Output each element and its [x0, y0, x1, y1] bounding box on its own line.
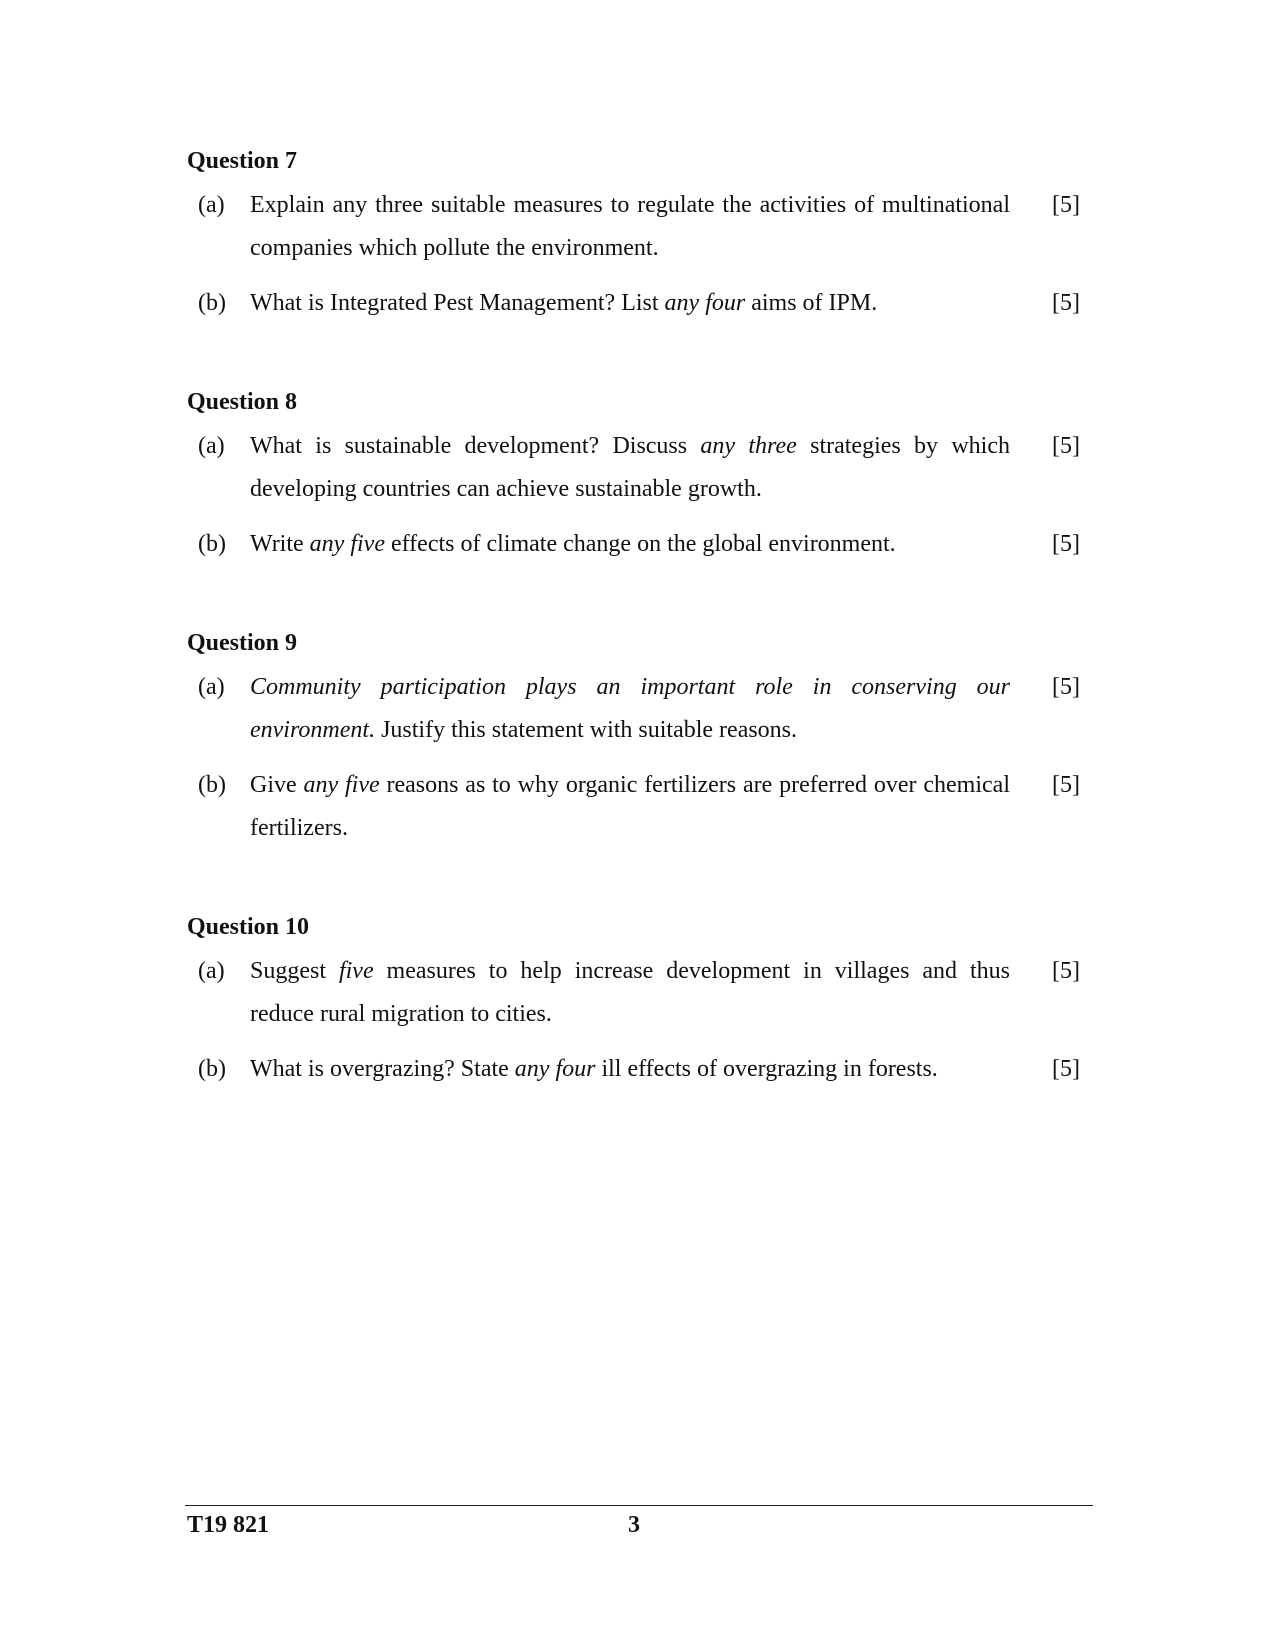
part-text	[250, 1048, 1010, 1091]
emphasis-text: any five	[309, 531, 385, 557]
text-segment: aims of IPM.	[745, 290, 878, 316]
question-part	[187, 1048, 1080, 1091]
part-text	[250, 523, 1010, 566]
question-part	[187, 523, 1080, 566]
question-10	[187, 912, 1080, 1103]
question-title: Question 9	[187, 630, 298, 656]
text-segment: ill effects of overgrazing in forests.	[595, 1056, 938, 1082]
text-segment: Write	[250, 531, 310, 557]
part-label: (a)	[198, 433, 225, 459]
text-segment: Justify this statement with suitable reasons.	[375, 717, 798, 743]
marks-label: [5]	[1052, 433, 1080, 459]
question-part	[187, 425, 1080, 511]
part-label: (b)	[198, 290, 226, 316]
part-text	[250, 764, 1010, 850]
part-text	[250, 950, 1010, 1036]
emphasis-text: any four	[664, 290, 746, 316]
emphasis-text: any five	[303, 772, 380, 798]
text-segment: strategies by which developing countries can achieve sustainable growth.	[250, 433, 1011, 502]
text-segment: What is overgrazing? State	[250, 1056, 515, 1082]
question-part	[187, 666, 1080, 752]
paper-code: T19 821	[187, 1512, 270, 1538]
text-segment: Explain any three suitable measures to regulate the activities of multinational companies which pollute the environment.	[250, 192, 1010, 261]
question-title: Question 10	[187, 914, 310, 940]
part-text	[250, 184, 1010, 270]
emphasis-text: any four	[514, 1056, 596, 1082]
emphasis-text: five	[338, 958, 374, 984]
footer-divider	[185, 1505, 1093, 1506]
marks-label: [5]	[1052, 958, 1080, 984]
question-part	[187, 950, 1080, 1036]
question-9	[187, 628, 1080, 862]
question-part	[187, 282, 1080, 325]
question-title: Question 7	[187, 148, 298, 174]
text-segment: reasons as to why organic fertilizers are preferred over chemical fertilizers.	[250, 772, 1010, 841]
part-text	[250, 666, 1010, 752]
part-label: (a)	[198, 958, 225, 984]
emphasis-text: Community participation plays an important role in conserving our environment.	[250, 674, 1010, 743]
part-label: (b)	[198, 772, 226, 798]
marks-label: [5]	[1052, 772, 1080, 798]
marks-label: [5]	[1052, 531, 1080, 557]
text-segment: Suggest	[250, 958, 339, 984]
part-label: (a)	[198, 674, 225, 700]
question-7	[187, 146, 1080, 337]
text-segment: What is Integrated Pest Management? List	[250, 290, 665, 316]
marks-label: [5]	[1052, 192, 1080, 218]
emphasis-text: any three	[700, 433, 797, 459]
question-part	[187, 764, 1080, 850]
marks-label: [5]	[1052, 1056, 1080, 1082]
part-label: (b)	[198, 1056, 226, 1082]
marks-label: [5]	[1052, 674, 1080, 700]
part-label: (a)	[198, 192, 225, 218]
question-part	[187, 184, 1080, 270]
text-segment: What is sustainable development? Discuss	[250, 433, 701, 459]
part-label: (b)	[198, 531, 226, 557]
page-number: 3	[628, 1512, 640, 1538]
part-text	[250, 425, 1010, 511]
marks-label: [5]	[1052, 290, 1080, 316]
question-8	[187, 387, 1080, 578]
text-segment: Give	[250, 772, 304, 798]
text-segment: effects of climate change on the global environment.	[384, 531, 896, 557]
part-text	[250, 282, 1010, 325]
question-title: Question 8	[187, 389, 298, 415]
text-segment: measures to help increase development in villages and thus reduce rural migration to cities.	[250, 958, 1010, 1027]
